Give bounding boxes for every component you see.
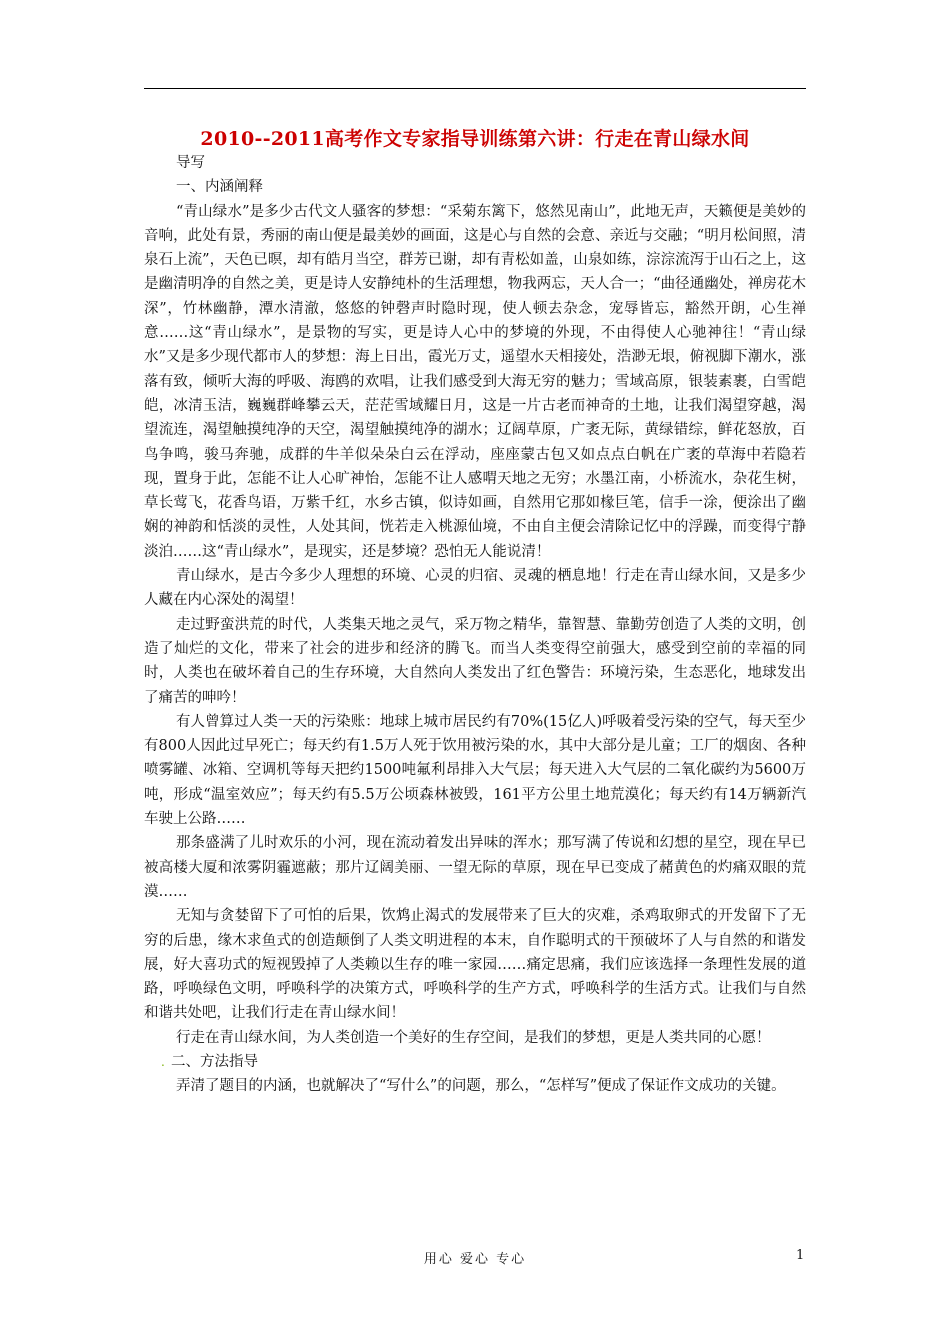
paragraph-6: 无知与贪婪留下了可怕的后果，饮鸩止渴式的发展带来了巨大的灾难，杀鸡取卵式的开发留下了无穷的后患，缘木求鱼式的创造颠倒了人类文明进程的本末，自作聪明式的干预破坏了人与自然的和谐发展，好大喜功式的短视毁掉了人类赖以生存的唯一家园……痛定思痛，我们应该选择一条理性发展的道路，呼唤绿色文明，呼唤科学的决策方式，呼唤科学的生产方式，呼唤科学的生活方式。让我们与自然和谐共处吧，让我们行走在青山绿水间！ xyxy=(144,908,806,1022)
document-title: 2010--2011高考作文专家指导训练第六讲：行走在青山绿水间 xyxy=(200,128,750,150)
paragraph-2: 青山绿水，是古今多少人理想的环境、心灵的归宿、灵魂的栖息地！行走在青山绿水间，又是多少人藏在内心深处的渴望！ xyxy=(144,568,806,609)
paragraph-7: 行走在青山绿水间，为人类创造一个美好的生存空间，是我们的梦想，更是人类共同的心愿！ xyxy=(176,1029,771,1046)
bullet-dot-icon: . xyxy=(161,1054,165,1069)
paragraph-8: 弄清了题目的内涵，也就解决了“写什么”的问题，那么，“怎样写”便成了保证作文成功的关键。 xyxy=(176,1078,786,1095)
paragraph-5: 那条盛满了儿时欢乐的小河，现在流动着发出异味的浑水；那写满了传说和幻想的星空，现在早已被高楼大厦和浓雾阴霾遮蔽；那片辽阔美丽、一望无际的草原，现在早已变成了赭黄色的灼痛双眼的荒漠…… xyxy=(144,835,806,900)
page-footer: 用心 爱心 专心 xyxy=(423,1252,527,1267)
section-heading-2 xyxy=(144,1050,806,1074)
paragraph-1: “青山绿水”是多少古代文人骚客的梦想：“采菊东篱下，悠然见南山”，此地无声，天籁便是美妙的音响，此处有景，秀丽的南山便是最美妙的画面，这是心与自然的会意、亲近与交融；“明月松间照，清泉石上流”，天色已暝，却有皓月当空，群芳已谢，却有青松如盖，山泉如练，淙淙流泻于山石之上，这是幽清明净的自然之美，更是诗人安静纯朴的生活理想，物我两忘，天人合一；“曲径通幽处，禅房花木深”，竹林幽静，潭水清澈，悠悠的钟磬声时隐时现，使人顿去杂念，宠辱皆忘，豁然开朗，心生禅意……这“青山绿水”，是景物的写实，更是诗人心中的梦境的外现，不由得使人心驰神往！“青山绿水”又是多少现代都市人的梦想：海上日出，霞光万丈，遥望水天相接处，浩渺无垠，俯视脚下潮水，涨落有致，倾听大海的呼吸、海鸥的欢唱，让我们感受到大海无穷的魅力；雪域高原，银装素裹，白雪皑皑，冰清玉洁，巍巍群峰攀云天，茫茫雪域耀日月，这是一片古老而神奇的土地，让我们渴望穿越，渴望流连，渴望触摸纯净的天空，渴望触摸纯净的湖水；辽阔草原，广袤无际，黄绿错综，鲜花怒放，百鸟争鸣，骏马奔驰，成群的牛羊似朵朵白云在浮动，座座蒙古包又如点点白帆在广袤的草海中若隐若现，置身于此，怎能不让人心旷神怡，怎能不让人感喟天地之无穷；水墨江南，小桥流水，杂花生树，草长莺飞，花香鸟语，万紫千红，水乡古镇，似诗如画，自然用它那如椽巨笔，信手一涂，便涂出了幽娴的神韵和恬淡的灵性，人处其间，恍若走入桃源仙境，不由自主便会清除记忆中的浮躁，而变得宁静淡泊……这“青山绿水”，是现实，还是梦境？恐怕无人能说清！ xyxy=(144,203,806,560)
paragraph-4: 有人曾算过人类一天的污染账：地球上城市居民约有70%(15亿人)呼吸着受污染的空气，每天至少有800人因此过早死亡；每天约有1.5万人死于饮用被污染的水，其中大部分是儿童；工厂的烟囱、各种喷雾罐、冰箱、空调机等每天把约1500吨氟利昂排入大气层；每天进入大气层的二氧化碳约为5600万吨，形成“温室效应”；每天约有5.5万公顷森林被毁，161平方公里土地荒漠化；每天约有14万辆新汽车驶上公路…… xyxy=(144,713,806,828)
section-heading-1: 一、内涵阐释 xyxy=(176,179,263,196)
subtitle: 导写 xyxy=(176,155,205,171)
header-rule xyxy=(144,88,806,89)
page-number: 1 xyxy=(796,1248,805,1263)
section-heading-2-text: 二、方法指导 xyxy=(171,1053,258,1070)
paragraph-3: 走过野蛮洪荒的时代，人类集天地之灵气，采万物之精华，靠智慧、靠勤劳创造了人类的文明，创造了灿烂的文化，带来了社会的进步和经济的腾飞。而当人类变得空前强大，感受到空前的幸福的同时，人类也在破坏着自己的生存环境，大自然向人类发出了红色警告：环境污染，生态恶化，地球发出了痛苦的呻吟！ xyxy=(144,616,806,706)
document-body xyxy=(144,151,806,1099)
